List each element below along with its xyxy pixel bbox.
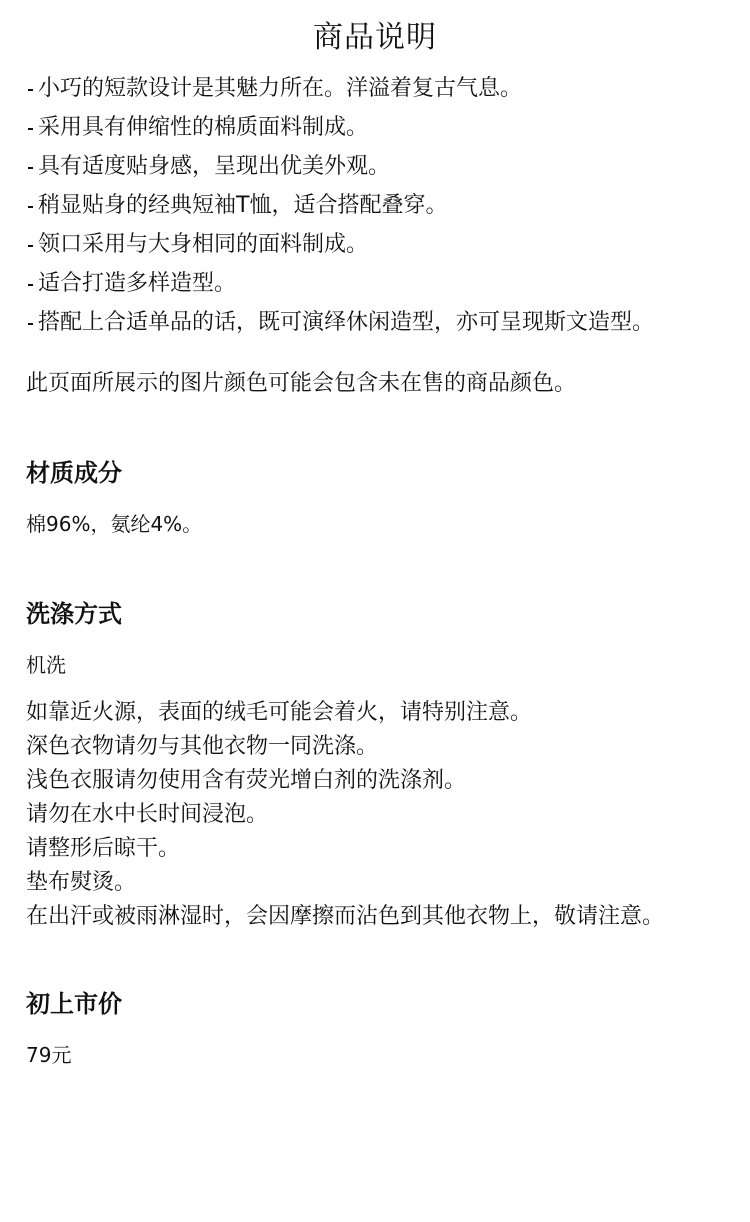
washing-note: 请整形后晾干。 — [26, 836, 181, 861]
washing-notes-list — [26, 697, 724, 933]
description-item: 稍显贴身的经典短袖T恤，适合搭配叠穿。 — [26, 190, 724, 222]
washing-heading: 洗涤方式 — [26, 600, 122, 628]
page-title: 商品说明 — [313, 20, 437, 55]
washing-method: 机洗 — [26, 653, 66, 677]
washing-note: 在出汗或被雨淋湿时，会因摩擦而沾色到其他衣物上，敬请注意。 — [26, 904, 665, 929]
description-item: 具有适度贴身感，呈现出优美外观。 — [26, 151, 724, 183]
material-heading: 材质成分 — [26, 459, 122, 487]
description-item: 适合打造多样造型。 — [26, 268, 724, 300]
material-text: 棉96%，氨纶4%。 — [26, 512, 203, 536]
color-disclaimer: 此页面所展示的图片颜色可能会包含未在售的商品颜色。 — [26, 371, 577, 396]
description-list — [26, 73, 724, 339]
washing-note: 请勿在水中长时间浸泡。 — [26, 802, 269, 827]
description-item: 小巧的短款设计是其魅力所在。洋溢着复古气息。 — [26, 73, 724, 105]
washing-note: 垫布熨烫。 — [26, 870, 137, 895]
washing-note: 如靠近火源，表面的绒毛可能会着火，请特别注意。 — [26, 700, 533, 725]
price-heading: 初上市价 — [26, 990, 122, 1018]
description-item: 搭配上合适单品的话，既可演绎休闲造型，亦可呈现斯文造型。 — [26, 307, 724, 339]
price-value: 79元 — [26, 1043, 72, 1067]
description-item: 领口采用与大身相同的面料制成。 — [26, 229, 724, 261]
description-item: 采用具有伸缩性的棉质面料制成。 — [26, 112, 724, 144]
washing-note: 浅色衣服请勿使用含有荧光增白剂的洗涤剂。 — [26, 768, 467, 793]
washing-note: 深色衣物请勿与其他衣物一同洗涤。 — [26, 734, 379, 759]
